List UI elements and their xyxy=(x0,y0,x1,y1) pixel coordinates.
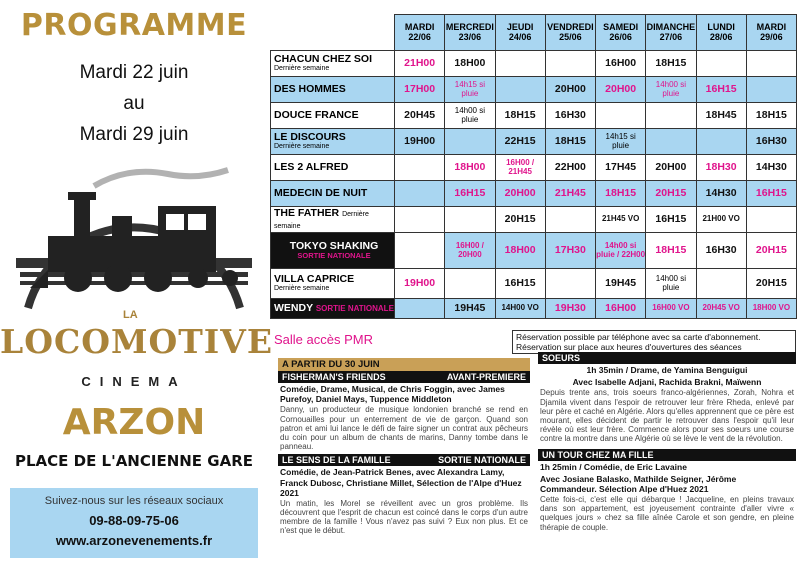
showtime xyxy=(445,129,495,155)
programme-title: PROGRAMME xyxy=(20,8,248,43)
film-duration: 1h 35min / Drame, de Yamina Benguigui xyxy=(586,365,748,375)
table-row xyxy=(271,129,797,155)
showtime xyxy=(746,51,796,77)
reservation-line: Réservation sur place aux heures d'ouvertures des séances xyxy=(516,342,742,353)
table-row xyxy=(271,233,797,269)
film-cast: Avec Isabelle Adjani, Rachida Brakni, Maïwenn xyxy=(572,377,762,388)
showtime: 17H45 xyxy=(596,155,646,181)
film-heading: UN TOUR CHEZ MA FILLE xyxy=(538,449,796,461)
showtime: 14H30 xyxy=(696,181,746,207)
schedule-grid xyxy=(270,14,796,319)
film-heading: SOEURS xyxy=(538,352,796,364)
showtime: 16H30 xyxy=(746,129,796,155)
social-box xyxy=(10,488,258,558)
upcoming-left-column xyxy=(278,358,530,536)
brand-la: LA xyxy=(123,309,138,321)
showtime: 18H15 xyxy=(746,103,796,129)
film-cast: Avec Josiane Balasko, Mathilde Seigner, Jérôme Commandeur. Sélection Alpe d'Huez 2021 xyxy=(540,473,737,494)
day-header: VENDREDI 25/06 xyxy=(545,15,595,51)
schedule-table xyxy=(270,14,797,319)
showtime xyxy=(696,51,746,77)
showtime: 14h00 si pluie xyxy=(646,269,696,299)
film-synopsis: Un matin, les Morel se réveillent avec un gros problème. Ils découvrent que l'esprit de chacun est coincé dans le corps d'un autre membre de la famille ! Vous n'avez pas suivi ? Eux non plus. Et ce n'est que le début. xyxy=(280,498,528,536)
showtime xyxy=(495,77,545,103)
day-header: MARDI 22/06 xyxy=(395,15,445,51)
showtime: 14H30 xyxy=(746,155,796,181)
film-title: CHACUN CHEZ SOI Dernière semaine xyxy=(271,51,395,77)
showtime: 18H00 xyxy=(495,233,545,269)
date-mid: au xyxy=(123,93,145,114)
showtime: 20H45 xyxy=(395,103,445,129)
reservation-line: Réservation possible par téléphone avec sa carte d'abonnement. xyxy=(516,332,761,342)
showtime: 16H00 / 21H45 xyxy=(495,155,545,181)
day-header: SAMEDI 26/06 xyxy=(596,15,646,51)
showtime: 22H00 xyxy=(545,155,595,181)
showtime: 14h00 si pluie / 22H00 xyxy=(596,233,646,269)
showtime xyxy=(395,233,445,269)
film-info: Comédie, de Jean-Patrick Benes, avec Alexandra Lamy, Franck Dubosc, Christiane Millet, Sélection de l'Alpe d'Huez 2021 xyxy=(280,467,522,498)
film-duration: 1h 25min / Comédie, de Eric Lavaine xyxy=(540,461,687,472)
showtime xyxy=(545,207,595,233)
showtime: 18H00 xyxy=(445,155,495,181)
film-info: Comédie, Drame, Musical, de Chris Foggin, avec James Purefoy, Daniel Mays, Tuppence Middleton xyxy=(280,384,505,405)
upcoming-right-column xyxy=(538,352,796,532)
showtime: 20H00 xyxy=(495,181,545,207)
showtime xyxy=(445,207,495,233)
table-row xyxy=(271,155,797,181)
showtime: 18H00 VO xyxy=(746,299,796,319)
day-header: LUNDI 28/06 xyxy=(696,15,746,51)
showtime xyxy=(746,207,796,233)
showtime: 20H15 xyxy=(646,181,696,207)
showtime: 16H00 xyxy=(596,51,646,77)
table-row xyxy=(271,51,797,77)
showtime xyxy=(596,103,646,129)
showtime: 20H00 xyxy=(646,155,696,181)
showtime xyxy=(495,51,545,77)
left-panel xyxy=(0,0,273,566)
showtime: 16H15 xyxy=(696,77,746,103)
showtime xyxy=(696,269,746,299)
film-title: DOUCE FRANCE xyxy=(271,103,395,129)
film-synopsis: Depuis trente ans, trois soeurs franco-algériennes, Zorah, Nohra et Djamila vivent dans l'espoir de retrouver leur frère Rheda, enlevé par leur père et caché en Algérie. Alors qu'elles apprennent que ce père est mourant, elles décident de partir le retrouver dans l'espoir qu'il leur révèle où est leur frère. Commence alors pour ses soeurs une course contre la montre dans une Algérie où se lève le vent de la révolution. xyxy=(540,388,794,444)
showtime: 19H00 xyxy=(395,129,445,155)
showtime xyxy=(545,269,595,299)
showtime xyxy=(696,129,746,155)
film-title: LES 2 ALFRED xyxy=(271,155,395,181)
table-row xyxy=(271,181,797,207)
showtime xyxy=(746,77,796,103)
table-row xyxy=(271,299,797,319)
showtime: 18H15 xyxy=(596,181,646,207)
film-synopsis: Cette fois-ci, c'est elle qui débarque ! Jacqueline, en pleins travaux dans son appartement, est joyeusement contrainte d'aller vivre « quelques jours » chez sa fille aînée Carole et son gendre, en pleine thérapie de couple. xyxy=(540,495,794,532)
film-title: WENDY SORTIE NATIONALE xyxy=(271,299,395,319)
showtime: 19H30 xyxy=(545,299,595,319)
showtime: 21H45 xyxy=(545,181,595,207)
table-row xyxy=(271,207,797,233)
showtime: 18H15 xyxy=(646,51,696,77)
corner-cell xyxy=(271,15,395,51)
showtime xyxy=(646,129,696,155)
film-title: LE DISCOURS Dernière semaine xyxy=(271,129,395,155)
day-header: DIMANCHE 27/06 xyxy=(646,15,696,51)
showtime: 16H00 / 20H00 xyxy=(445,233,495,269)
showtime: 19H00 xyxy=(395,269,445,299)
film-title: VILLA CAPRICE Dernière semaine xyxy=(271,269,395,299)
film-synopsis: Danny, un producteur de musique londonien branché se rend en Cornouailles pour un enterrement de vie de garçon. Quand son patron et ami lui lance le défi de faire signer un contrat aux pêcheurs du coin pour un album de chants de marins, Danny tombe dans le panneau. xyxy=(280,405,528,452)
showtime: 14H00 VO xyxy=(495,299,545,319)
showtime: 16H30 xyxy=(696,233,746,269)
showtime: 22H15 xyxy=(495,129,545,155)
date-from: Mardi 22 juin xyxy=(79,62,189,83)
showtime xyxy=(545,51,595,77)
day-header: MARDI 29/06 xyxy=(746,15,796,51)
website-link[interactable]: www.arzonevenements.fr xyxy=(55,533,213,548)
showtime: 18H45 xyxy=(696,103,746,129)
day-header: MERCREDI 23/06 xyxy=(445,15,495,51)
brand-name: LOCOMOTIVE xyxy=(0,322,273,361)
showtime xyxy=(395,299,445,319)
showtime: 16H15 xyxy=(646,207,696,233)
showtime: 18H15 xyxy=(646,233,696,269)
showtime xyxy=(646,103,696,129)
showtime: 21H45 VO xyxy=(596,207,646,233)
city-name: ARZON xyxy=(62,402,206,443)
showtime: 20H15 xyxy=(746,233,796,269)
showtime: 16H00 VO xyxy=(646,299,696,319)
table-row xyxy=(271,269,797,299)
showtime: 14h00 si pluie xyxy=(445,103,495,129)
film-title: DES HOMMES xyxy=(271,77,395,103)
showtime xyxy=(395,207,445,233)
showtime: 19H45 xyxy=(445,299,495,319)
film-title: TOKYO SHAKING SORTIE NATIONALE xyxy=(271,233,395,269)
table-row xyxy=(271,103,797,129)
showtime: 18H15 xyxy=(495,103,545,129)
reservation-info xyxy=(512,330,796,354)
table-row xyxy=(271,77,797,103)
film-heading: LE SENS DE LA FAMILLE SORTIE NATIONALE xyxy=(278,454,530,466)
showtime: 20H15 xyxy=(495,207,545,233)
showtime: 18H30 xyxy=(696,155,746,181)
day-header: JEUDI 24/06 xyxy=(495,15,545,51)
showtime: 14h15 si pluie xyxy=(596,129,646,155)
place-name: PLACE DE L'ANCIENNE GARE xyxy=(14,452,253,470)
showtime: 16H00 xyxy=(596,299,646,319)
showtime: 20H00 xyxy=(545,77,595,103)
showtime xyxy=(445,269,495,299)
showtime: 20H15 xyxy=(746,269,796,299)
showtime: 16H15 xyxy=(445,181,495,207)
showtime: 16H15 xyxy=(746,181,796,207)
showtime: 16H15 xyxy=(495,269,545,299)
showtime: 14h00 si pluie xyxy=(646,77,696,103)
section-heading: A PARTIR DU 30 JUIN xyxy=(278,358,530,371)
showtime: 21H00 VO xyxy=(696,207,746,233)
showtime xyxy=(395,155,445,181)
locomotive-logo-icon xyxy=(8,158,260,328)
showtime: 17H30 xyxy=(545,233,595,269)
showtime: 18H15 xyxy=(545,129,595,155)
showtime: 19H45 xyxy=(596,269,646,299)
phone-number[interactable]: 09-88-09-75-06 xyxy=(89,513,179,528)
social-text: Suivez-nous sur les réseaux sociaux xyxy=(44,495,224,507)
brand-cinema: CINEMA xyxy=(81,374,187,389)
film-title: MEDECIN DE NUIT xyxy=(271,181,395,207)
showtime: 18H00 xyxy=(445,51,495,77)
showtime xyxy=(395,181,445,207)
showtime: 14h15 si pluie xyxy=(445,77,495,103)
pmr-room-label: Salle accès PMR xyxy=(274,332,373,347)
showtime: 20H00 xyxy=(596,77,646,103)
showtime: 20H45 VO xyxy=(696,299,746,319)
showtime: 17H00 xyxy=(395,77,445,103)
showtime: 16H30 xyxy=(545,103,595,129)
date-to: Mardi 29 juin xyxy=(79,124,189,145)
film-title: THE FATHER Dernière semaine xyxy=(271,207,395,233)
film-heading: FISHERMAN'S FRIENDS AVANT-PREMIERE xyxy=(278,371,530,383)
showtime: 21H00 xyxy=(395,51,445,77)
